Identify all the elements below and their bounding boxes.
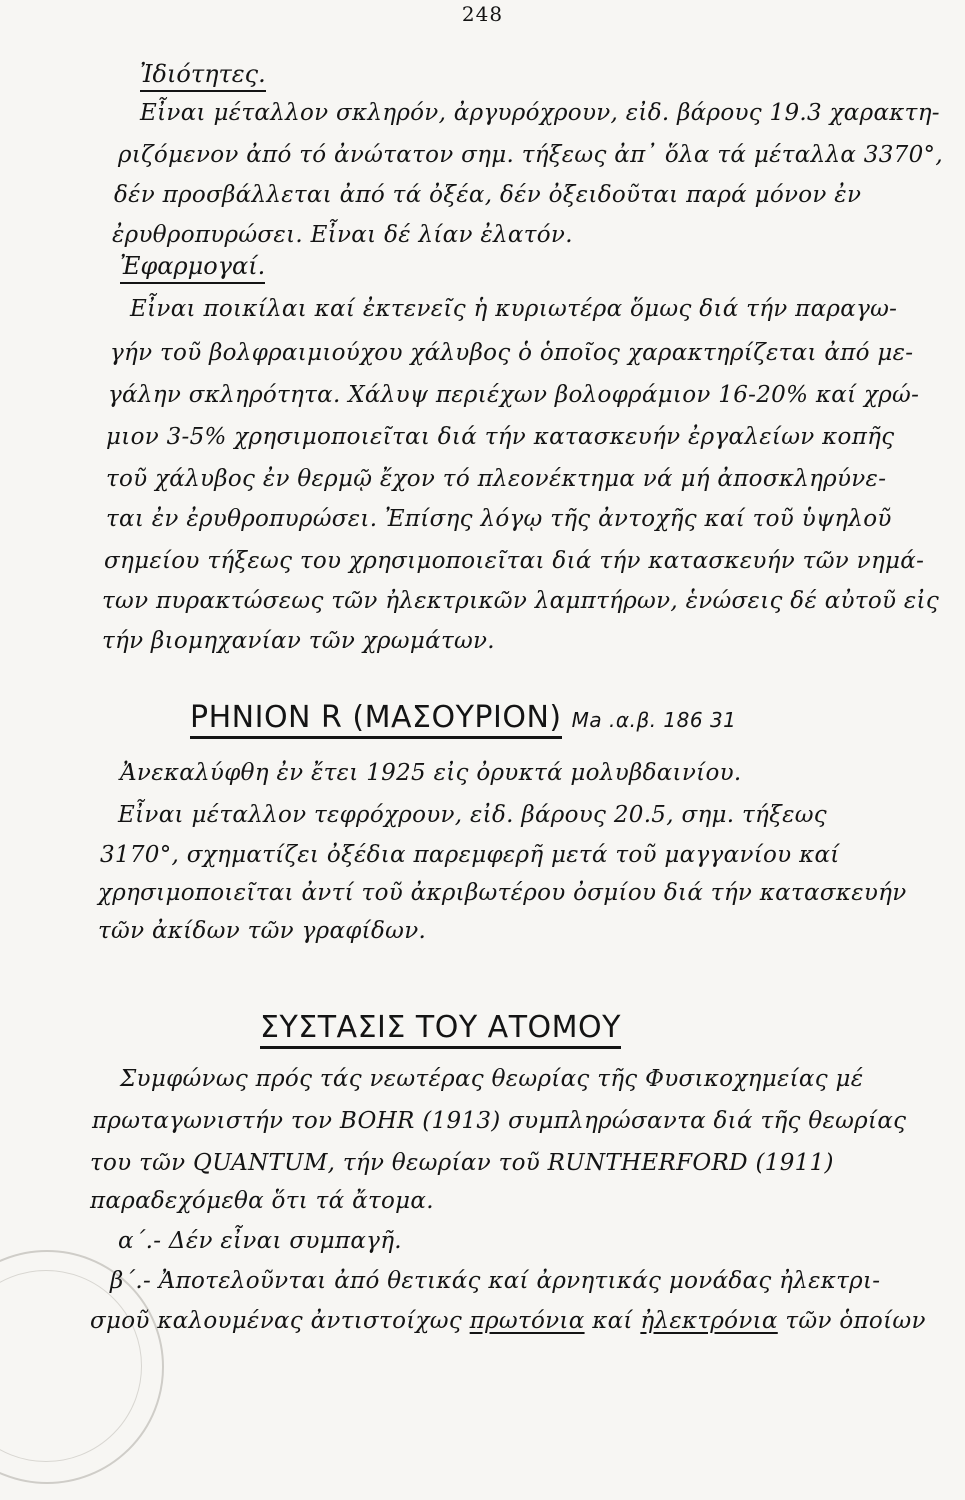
atom-item-b-line-1: β΄.- Ἀποτελοῦνται ἀπό θετικάς καί ἀρνητικάς μονάδας ἠλεκτρι- <box>110 1268 881 1294</box>
applications-line-7: σημείου τήξεως του χρησιμοποιεῖται διά τήν κατασκευήν τῶν νημά- <box>104 548 925 574</box>
rhenium-line-4: χρησιμοποιεῖται ἀντί τοῦ ἀκριβωτέρου ὀσμίου διά τήν κατασκευήν <box>98 880 907 906</box>
properties-line-4: ἐρυθροπυρώσει. Εἶναι δέ λίαν ἐλατόν. <box>112 222 573 248</box>
applications-line-1: Εἶναι ποικίλαι καί ἐκτενεῖς ἡ κυριωτέρα ὅμως διά τήν παραγω- <box>130 296 898 322</box>
applications-line-9: τήν βιομηχανίαν τῶν χρωμάτων. <box>102 628 495 654</box>
atom-line-2: πρωταγωνιστήν τον BOHR (1913) συμπληρώσαντα διά τῆς θεωρίας <box>92 1108 907 1134</box>
applications-line-4: μιον 3-5% χρησιμοποιεῖται διά τήν κατασκευήν ἐργαλείων κοπῆς <box>106 424 895 450</box>
atom-heading <box>260 1010 621 1045</box>
rhenium-line-2: Εἶναι μέταλλον τεφρόχρουν, εἰδ. βάρους 20.5, σημ. τήξεως <box>118 802 827 828</box>
applications-line-6: ται ἐν ἐρυθροπυρώσει. Ἐπίσης λόγῳ τῆς ἀντοχῆς καί τοῦ ὑψηλοῦ <box>106 506 892 532</box>
properties-line-2: ριζόμενον ἀπό τό ἀνώτατον σημ. τήξεως ἀπ᾽ ὅλα τά μέταλλα 3370°, <box>118 142 943 168</box>
atom-heading-title: ΣΥΣΤΑΣΙΣ ΤΟΥ ΑΤΟΜΟΥ <box>260 1010 621 1049</box>
item-b-electrons: ἠλεκτρόνια <box>640 1308 778 1334</box>
rhenium-symbol: Ma .α.β. 186 31 <box>571 708 737 732</box>
item-b-text-end: τῶν ὁποίων <box>785 1308 926 1334</box>
rhenium-line-1: Ἀνεκαλύφθη ἐν ἔτει 1925 εἰς ὀρυκτά μολυβδαινίου. <box>120 760 742 786</box>
properties-heading: Ἰδιότητες. <box>140 60 266 92</box>
atom-line-3: του τῶν QUANTUM, τήν θεωρίαν τοῦ RUNTHERFORD (1911) <box>90 1150 834 1176</box>
item-b-protons: πρωτόνια <box>469 1308 585 1334</box>
properties-line-3: δέν προσβάλλεται ἀπό τά ὀξέα, δέν ὀξειδοῦται παρά μόνον ἐν <box>114 182 862 208</box>
rhenium-line-3: 3170°, σχηματίζει ὀξέδια παρεμφερῆ μετά τοῦ μαγγανίου καί <box>100 842 840 868</box>
atom-line-1: Συμφώνως πρός τάς νεωτέρας θεωρίας τῆς Φυσικοχημείας μέ <box>120 1066 864 1092</box>
properties-line-1: Εἶναι μέταλλον σκληρόν, ἀργυρόχρουν, εἰδ. βάρους 19.3 χαρακτη- <box>140 100 940 126</box>
item-b-and: καί <box>592 1308 633 1334</box>
applications-line-3: γάλην σκληρότητα. Χάλυψ περιέχων βολοφράμιον 16-20% καί χρώ- <box>108 382 920 408</box>
applications-line-8: των πυρακτώσεως τῶν ἠλεκτρικῶν λαμπτήρων, ἑνώσεις δέ αὐτοῦ εἰς <box>102 588 940 614</box>
item-b-text-start: σμοῦ καλουμένας ἀντιστοίχως <box>90 1308 463 1334</box>
atom-item-b-line-2 <box>90 1308 926 1334</box>
applications-line-2: γήν τοῦ βολφραιμιούχου χάλυβος ὁ ὁποῖος χαρακτηρίζεται ἀπό με- <box>110 340 914 366</box>
rhenium-heading-title: ΡΗΝΙΟΝ R (ΜΑΣΟΥΡΙΟΝ) <box>190 700 562 739</box>
applications-heading: Ἐφαρμογαί. <box>120 252 265 284</box>
rhenium-heading <box>190 700 736 735</box>
atom-item-a: α΄.- Δέν εἶναι συμπαγῆ. <box>118 1228 402 1254</box>
rhenium-line-5: τῶν ἀκίδων τῶν γραφίδων. <box>98 918 427 944</box>
applications-line-5: τοῦ χάλυβος ἐν θερμῷ ἔχον τό πλεονέκτημα νά μή ἀποσκληρύνε- <box>106 466 887 492</box>
atom-line-4: παραδεχόμεθα ὅτι τά ἄτομα. <box>90 1188 434 1214</box>
page-number: 248 <box>461 2 504 26</box>
